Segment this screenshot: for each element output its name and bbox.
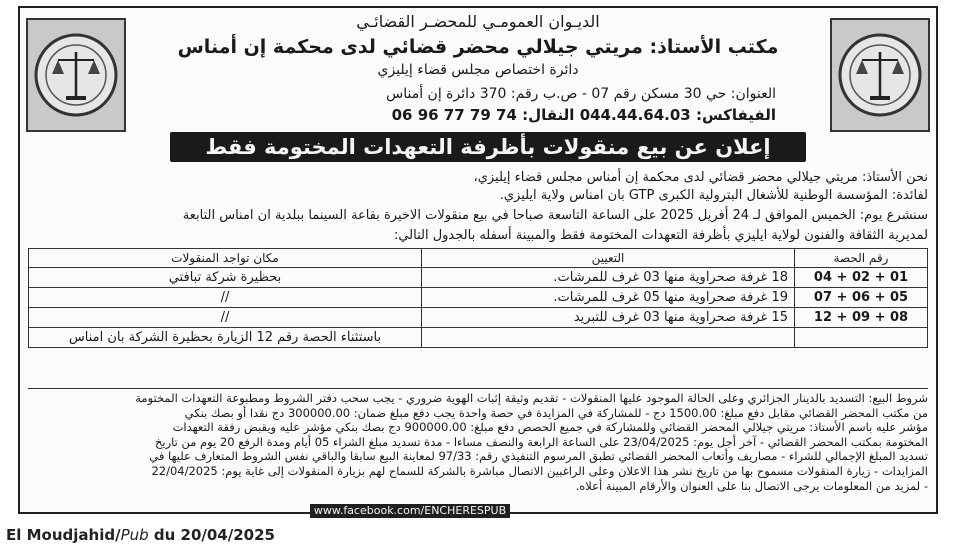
scales-seal-icon <box>832 20 928 130</box>
header-desc: التعيين <box>422 249 795 268</box>
condition-line: مؤشر عليه باسم الأستاذ: مريتي جيلالي المحضر القضائي وللمشاركة في جميع الحصص دفع مبلغ: 900000.00 دج بصك بنكي مؤشر عليه ويقبض رفقة التعهدات <box>172 420 928 435</box>
lot-description: 15 غرفة صحراوية منها 03 غرف للتبريد <box>422 308 795 328</box>
condition-line: من مكتب المحضر القضائي مقابل دفع مبلغ: 1500.00 دج - للمشاركة في المزايدة في حصة واحدة يجب دفع مبلغ ضمان: 300000.00 دج نقدا أو بصك بنكي <box>184 405 928 420</box>
condition-line: المختومة بمكتب المحضر القضائي - آخر أجل يوم: 23/04/2025 على الساعة الرابعة والنصف مساءا - مدة تسديد مبلغ الشراء 05 أيام ومدة الرفع 20 يوم من تاريخ <box>154 434 928 449</box>
table-header-row <box>29 249 928 268</box>
notice-banner: إعلان عن بيع منقولات بأظرفة التعهدات المختومة فقط <box>170 132 806 162</box>
lot-numbers: 05 + 06 + 07 <box>795 288 928 308</box>
scales-seal-icon <box>28 20 124 130</box>
publication-credit <box>6 526 275 544</box>
header-location: مكان تواجد المنقولات <box>29 249 422 268</box>
visit-note: باستثناء الحصة رقم 12 الزيارة بحظيرة الشركة بان امناس <box>29 328 422 348</box>
table-row <box>29 308 928 328</box>
lot-numbers: 01 + 02 + 04 <box>795 268 928 288</box>
court-seal-left <box>26 18 126 132</box>
newspaper-name: El Moudjahid/ <box>6 526 121 544</box>
office-heading: الديـوان العمومـي للمحضـر القضائـي <box>356 12 600 31</box>
lot-description: 19 غرفة صحراوية منها 05 غرف للمرشات. <box>422 288 795 308</box>
lot-location: // <box>29 288 422 308</box>
sale-conditions <box>28 388 928 493</box>
publication-date: du 20/04/2025 <box>148 526 275 544</box>
facebook-url: www.facebook.com/ENCHERESPUB <box>310 504 510 518</box>
lot-location: // <box>29 308 422 328</box>
empty-cell <box>422 328 795 348</box>
condition-line: - لمزيد من المعلومات يرجى الاتصال بنا على العنوان والأرقام المبينة أعلاه. <box>575 478 928 493</box>
intro-line: نحن الأستاذ: مريتي جيلالي محضر قضائي لدى محكمة إن أمناس مجلس قضاء إيليزي، <box>473 170 928 185</box>
lot-description: 18 غرفة صحراوية منها 03 غرف للمرشات. <box>422 268 795 288</box>
condition-line: المزايدات - زيارة المنقولات مسموح بها من تاريخ نشر هذا الاعلان وعلى الراغبين الاتصال مباشرة بالشركة للسماح لهم بزيارة المنقولات إلى غاية يوم: 22/04/2025 <box>151 463 928 478</box>
condition-line: شروط البيع: التسديد بالدينار الجزائري وعلى الحالة الموجود عليها المنقولات - تقديم وثيقة إثبات الهوية ضروري - يجب سحب دفتر الشروط ومطبوعة التعهدات المختومة <box>135 391 928 405</box>
table-row <box>29 268 928 288</box>
court-seal-right <box>830 18 930 132</box>
auction-notice <box>18 6 938 517</box>
office-address: العنوان: حي 30 مسكن رقم 07 - ص.ب رقم: 370 دائرة إن أمناس <box>386 86 776 102</box>
empty-cell <box>795 328 928 348</box>
table-row <box>29 288 928 308</box>
jurisdiction: دائرة اختصاص مجلس قضاء إيليزي <box>377 62 579 78</box>
intro-line: لفائدة: المؤسسة الوطنية للأشغال البترولية الكبرى GTP بان امناس ولاية ايليزي. <box>499 188 928 203</box>
lot-location: بحظيرة شركة تبافتي <box>29 268 422 288</box>
intro-line: سنشرع يوم: الخميس الموافق لـ 24 أفريل 2025 على الساعة التاسعة صباحا في بيع منقولات الاخيرة بقاعة السينما ببلدية ان امناس التابعة <box>182 208 928 223</box>
lots-table <box>28 248 928 348</box>
lot-numbers: 08 + 09 + 12 <box>795 308 928 328</box>
header-lot: رقم الحصة <box>795 249 928 268</box>
bailiff-title: مكتب الأستاذ: مريتي جيلالي محضر قضائي لدى محكمة إن أمناس <box>177 36 779 58</box>
condition-line: تسديد المبلغ الإجمالي للشراء - مصاريف وأتعاب المحضر القضائي تطبق المرسوم التنفيذي رقم: 97/33 لمعاينة البيع سابقا والباقي نفس الشروط المتعارف عليها في <box>149 449 928 464</box>
pub-label: Pub <box>120 526 149 544</box>
table-note-row <box>29 328 928 348</box>
office-phones: الفيفاكس: 044.44.64.03 النقال: 74 79 77 96 06 <box>391 106 776 124</box>
intro-line: لمديرية الثقافة والفنون لولاية ايليزي بأظرفة التعهدات المختومة فقط والمبينة أسفله بالجدول التالي: <box>393 228 928 243</box>
